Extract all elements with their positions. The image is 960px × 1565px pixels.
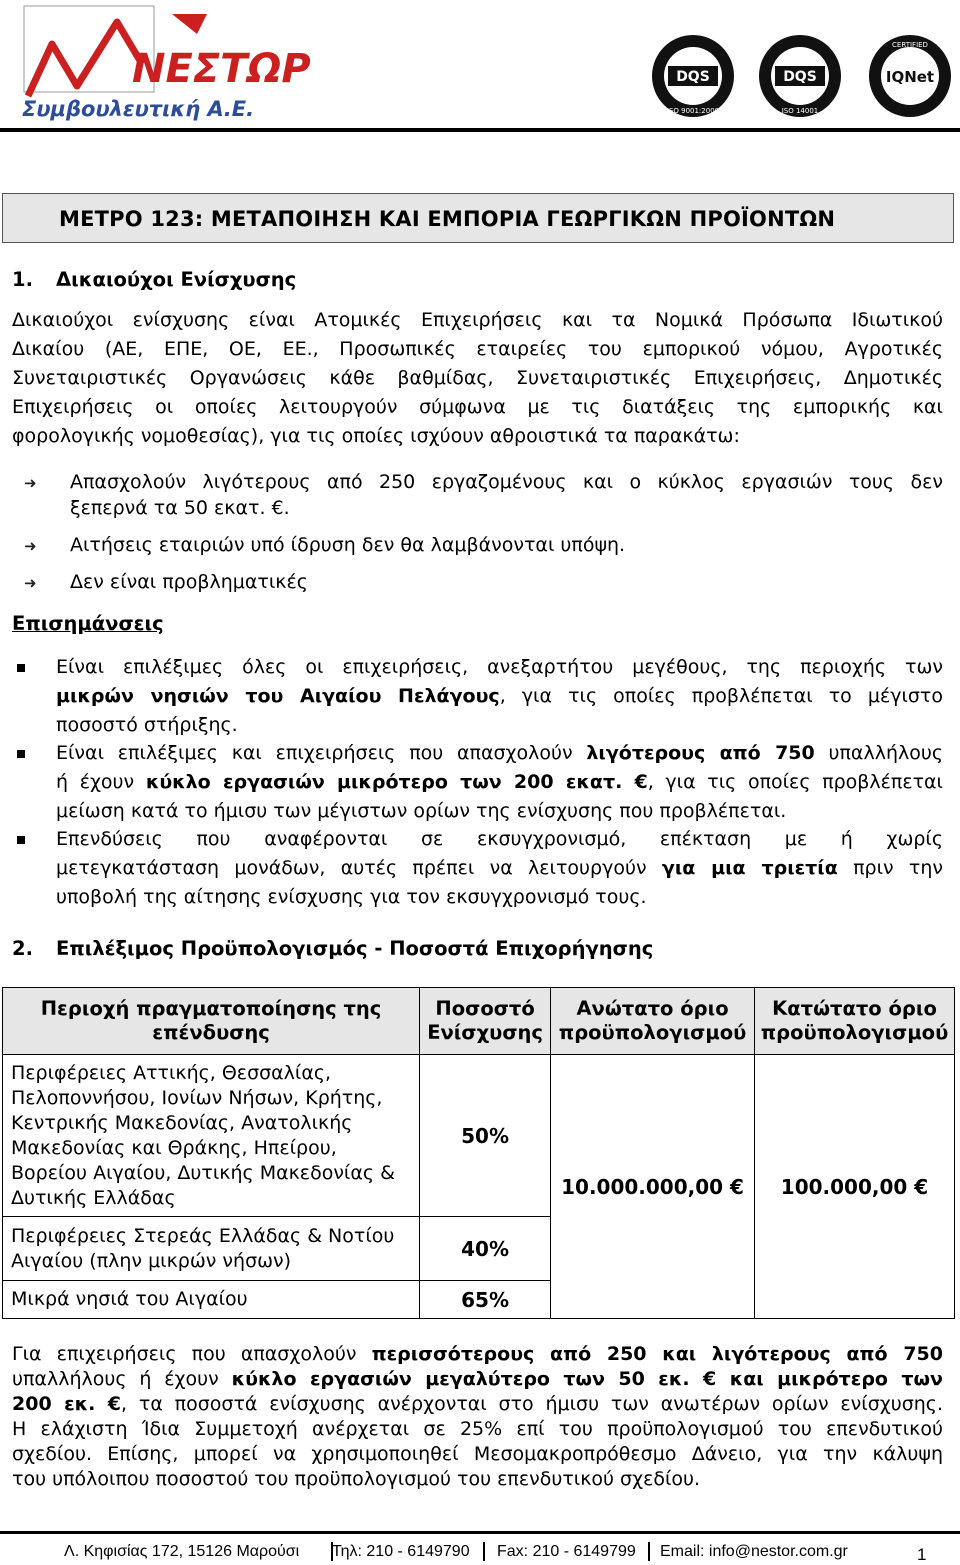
notes-heading: Επισημάνσεις xyxy=(12,612,164,635)
percentage-cell: 40% xyxy=(420,1217,551,1281)
closing-line-4: Η ελάχιστη Ίδια Συμμετοχή ανέρχεται σε 25% επί του προϋπολογισμού του επενδυτικού xyxy=(12,1418,943,1440)
page-title: ΜΕΤΡΟ 123: ΜΕΤΑΠΟΙΗΣΗ ΚΑΙ ΕΜΠΟΡΙΑ ΓΕΩΡΓΙΚΩΝ ΠΡΟΪΟΝΤΩΝ xyxy=(2,193,954,243)
note-2-bold-a: λιγότερους από 750 xyxy=(586,742,815,764)
company-logo xyxy=(22,4,311,122)
note-2-line-2 xyxy=(56,768,943,797)
table-row xyxy=(3,1055,955,1217)
certification-seals xyxy=(648,33,953,119)
condition-2: Αιτήσεις εταιριών υπό ίδρυση δεν θα λαμβάνονται υπόψη. xyxy=(70,534,626,556)
closing-bold-c: 200 εκ. € xyxy=(12,1393,121,1415)
svg-text:DQS: DQS xyxy=(676,69,710,85)
s1-line-5: φορολογικής νομοθεσίας), για τις οποίες ισχύουν αθροιστικά τα παρακάτω: xyxy=(12,425,740,447)
svg-text:ISO 14001: ISO 14001 xyxy=(781,107,819,115)
region-cell: Περιφέρειες Στερεάς Ελλάδας & Νοτίου Αιγαίου (πλην μικρών νήσων) xyxy=(3,1217,420,1281)
table-header-row xyxy=(3,988,955,1055)
section2-number: 2. xyxy=(12,937,33,960)
footer-rule xyxy=(0,1531,960,1534)
bullet-square-icon xyxy=(17,836,25,844)
note-3-text-b: πριν την xyxy=(837,857,943,879)
note-2-line-1 xyxy=(56,739,943,768)
svg-text:DQS: DQS xyxy=(783,69,817,85)
footer-fax: Fax: 210 - 6149799 xyxy=(497,1543,636,1560)
note-1-line-1: Είναι επιλέξιμες όλες οι επιχειρήσεις, ανεξαρτήτου μεγέθους, της περιοχής των xyxy=(56,656,943,678)
condition-1-line-2: ξεπερνά τα 50 εκατ. €. xyxy=(70,497,290,519)
percentage-cell: 50% xyxy=(420,1055,551,1217)
closing-text-a: Για επιχειρήσεις που απασχολούν xyxy=(12,1343,372,1365)
closing-bold-a: περισσότερους από 250 και λιγότερους από 750 xyxy=(371,1343,943,1365)
arrow-icon: ➜ xyxy=(24,474,37,492)
note-2-line-3: μείωση κατά το ήμισυ των μέγιστων ορίων της ενίσχυσης που προβλέπεται. xyxy=(56,800,787,822)
header-min-budget: Κατώτατο όριο προϋπολογισμού xyxy=(755,988,955,1055)
closing-line-1 xyxy=(12,1342,943,1367)
closing-line-3 xyxy=(12,1392,943,1417)
note-3-line-2 xyxy=(56,854,943,883)
section1-heading: Δικαιούχοι Ενίσχυσης xyxy=(56,268,297,291)
arrow-icon: ➜ xyxy=(24,537,37,555)
note-2-text-c: ή έχουν xyxy=(56,771,146,793)
svg-text:ISO 9001:2000: ISO 9001:2000 xyxy=(666,107,720,115)
header-rule xyxy=(0,128,960,132)
footer-phone: Τηλ: 210 - 6149790 xyxy=(332,1543,470,1560)
closing-bold-b: κύκλο εργασιών μεγαλύτερο των 50 εκ. € και μικρότερο των xyxy=(231,1368,943,1390)
s1-line-2: Δικαίου (ΑΕ, ΕΠΕ, ΟΕ, ΕΕ., Προσωπικές εταιρείες του εμπορικού νόμου, Αγροτικές xyxy=(12,338,943,360)
section1-number: 1. xyxy=(12,268,33,291)
closing-text-c: , τα ποσοστά ενίσχυσης ανέρχονται στο ήμισυ των ανωτέρων ορίων ενίσχυσης. xyxy=(121,1393,943,1415)
min-budget-cell: 100.000,00 € xyxy=(755,1055,955,1319)
note-3-bold: για μια τριετία xyxy=(661,857,838,879)
s1-line-1: Δικαιούχοι ενίσχυσης είναι Ατομικές Επιχειρήσεις και τα Νομικά Πρόσωπα Ιδιωτικού xyxy=(12,309,943,331)
note-2-text-d: , για τις οποίες προβλέπεται xyxy=(647,771,943,793)
dqs-iso9001-seal xyxy=(652,35,734,117)
closing-line-2 xyxy=(12,1367,943,1392)
dqs-iso14001-seal xyxy=(759,35,841,117)
note-2-text-b: υπαλλήλους xyxy=(814,742,943,764)
logo-tagline: Συμβουλευτική Α.Ε. xyxy=(22,97,255,121)
footer-email[interactable]: Email: info@nestor.com.gr xyxy=(660,1543,848,1560)
section2-heading: Επιλέξιμος Προϋπολογισμός - Ποσοστά Επιχορήγησης xyxy=(56,937,654,960)
header-percentage: Ποσοστό Ενίσχυσης xyxy=(420,988,551,1055)
svg-text:IQNet: IQNet xyxy=(885,68,935,86)
page-number: 1 xyxy=(917,1545,927,1564)
note-1-bold: μικρών νησιών του Αιγαίου Πελάγους xyxy=(56,685,500,707)
condition-1-line-1: Απασχολούν λιγότερους από 250 εργαζομένους και ο κύκλος εργασιών τους δεν xyxy=(70,471,943,493)
s1-line-4: Επιχειρήσεις οι οποίες λειτουργούν σύμφωνα με τις διατάξεις της εμπορικής και xyxy=(12,396,943,418)
note-1-line-2 xyxy=(56,682,943,711)
svg-text:CERTIFIED: CERTIFIED xyxy=(892,41,928,49)
note-3-text-a: μετεγκατάσταση μονάδων, αυτές πρέπει να λειτουργούν xyxy=(56,857,662,879)
closing-line-5: σχεδίου. Επίσης, μπορεί να χρησιμοποιηθεί Μεσομακροπρόθεσμο Δάνειο, για την κάλυψη xyxy=(12,1443,943,1465)
bullet-square-icon xyxy=(17,664,25,672)
header-region: Περιοχή πραγματοποίησης της επένδυσης xyxy=(3,988,420,1055)
region-cell: Περιφέρειες Αττικής, Θεσσαλίας, Πελοποννήσου, Ιονίων Νήσων, Κρήτης, Κεντρικής Μακεδονίας, Ανατολικής Μακεδονίας και Θράκης, Ηπείρου, Βορείου Αιγαίου, Δυτικής Μακεδονίας & Δυτικής Ελλάδας xyxy=(3,1055,420,1217)
note-2-bold-b: κύκλο εργασιών μικρότερο των 200 εκατ. € xyxy=(145,771,648,793)
percentage-cell: 65% xyxy=(420,1281,551,1319)
footer-address: Λ. Κηφισίας 172, 15126 Μαρούσι xyxy=(64,1543,300,1560)
arrow-icon: ➜ xyxy=(24,574,37,592)
budget-table xyxy=(2,987,955,1319)
condition-3: Δεν είναι προβληματικές xyxy=(70,571,308,593)
footer-separator xyxy=(648,1542,650,1561)
note-3-line-1: Επενδύσεις που αναφέρονται σε εκσυγχρονισμό, επέκταση με ή χωρίς xyxy=(56,828,943,850)
header-max-budget: Ανώτατο όριο προϋπολογισμού xyxy=(551,988,755,1055)
iqnet-seal xyxy=(869,35,951,117)
closing-text-b: υπαλλήλους ή έχουν xyxy=(12,1368,232,1390)
note-2-text-a: Είναι επιλέξιμες και επιχειρήσεις που απασχολούν xyxy=(56,742,587,764)
region-cell: Μικρά νησιά του Αιγαίου xyxy=(3,1281,420,1319)
note-3-line-3: υποβολή της αίτησης ενίσχυσης για τον εκσυγχρονισμό τους. xyxy=(56,886,647,908)
max-budget-cell: 10.000.000,00 € xyxy=(551,1055,755,1319)
s1-line-3: Συνεταιριστικές Οργανώσεις κάθε βαθμίδας, Συνεταιριστικές Επιχειρήσεις, Δημοτικές xyxy=(12,367,943,389)
logo-brand-text: ΝΕΣΤΩΡ xyxy=(132,46,311,92)
note-1-line-3: ποσοστό στήριξης. xyxy=(56,714,238,736)
closing-line-6: του υπόλοιπου ποσοστού του προϋπολογισμού του επενδυτικού σχεδίου. xyxy=(12,1468,701,1490)
bullet-square-icon xyxy=(17,750,25,758)
note-1-rest: , για τις οποίες προβλέπεται το μέγιστο xyxy=(499,685,943,707)
footer-separator xyxy=(483,1542,485,1561)
